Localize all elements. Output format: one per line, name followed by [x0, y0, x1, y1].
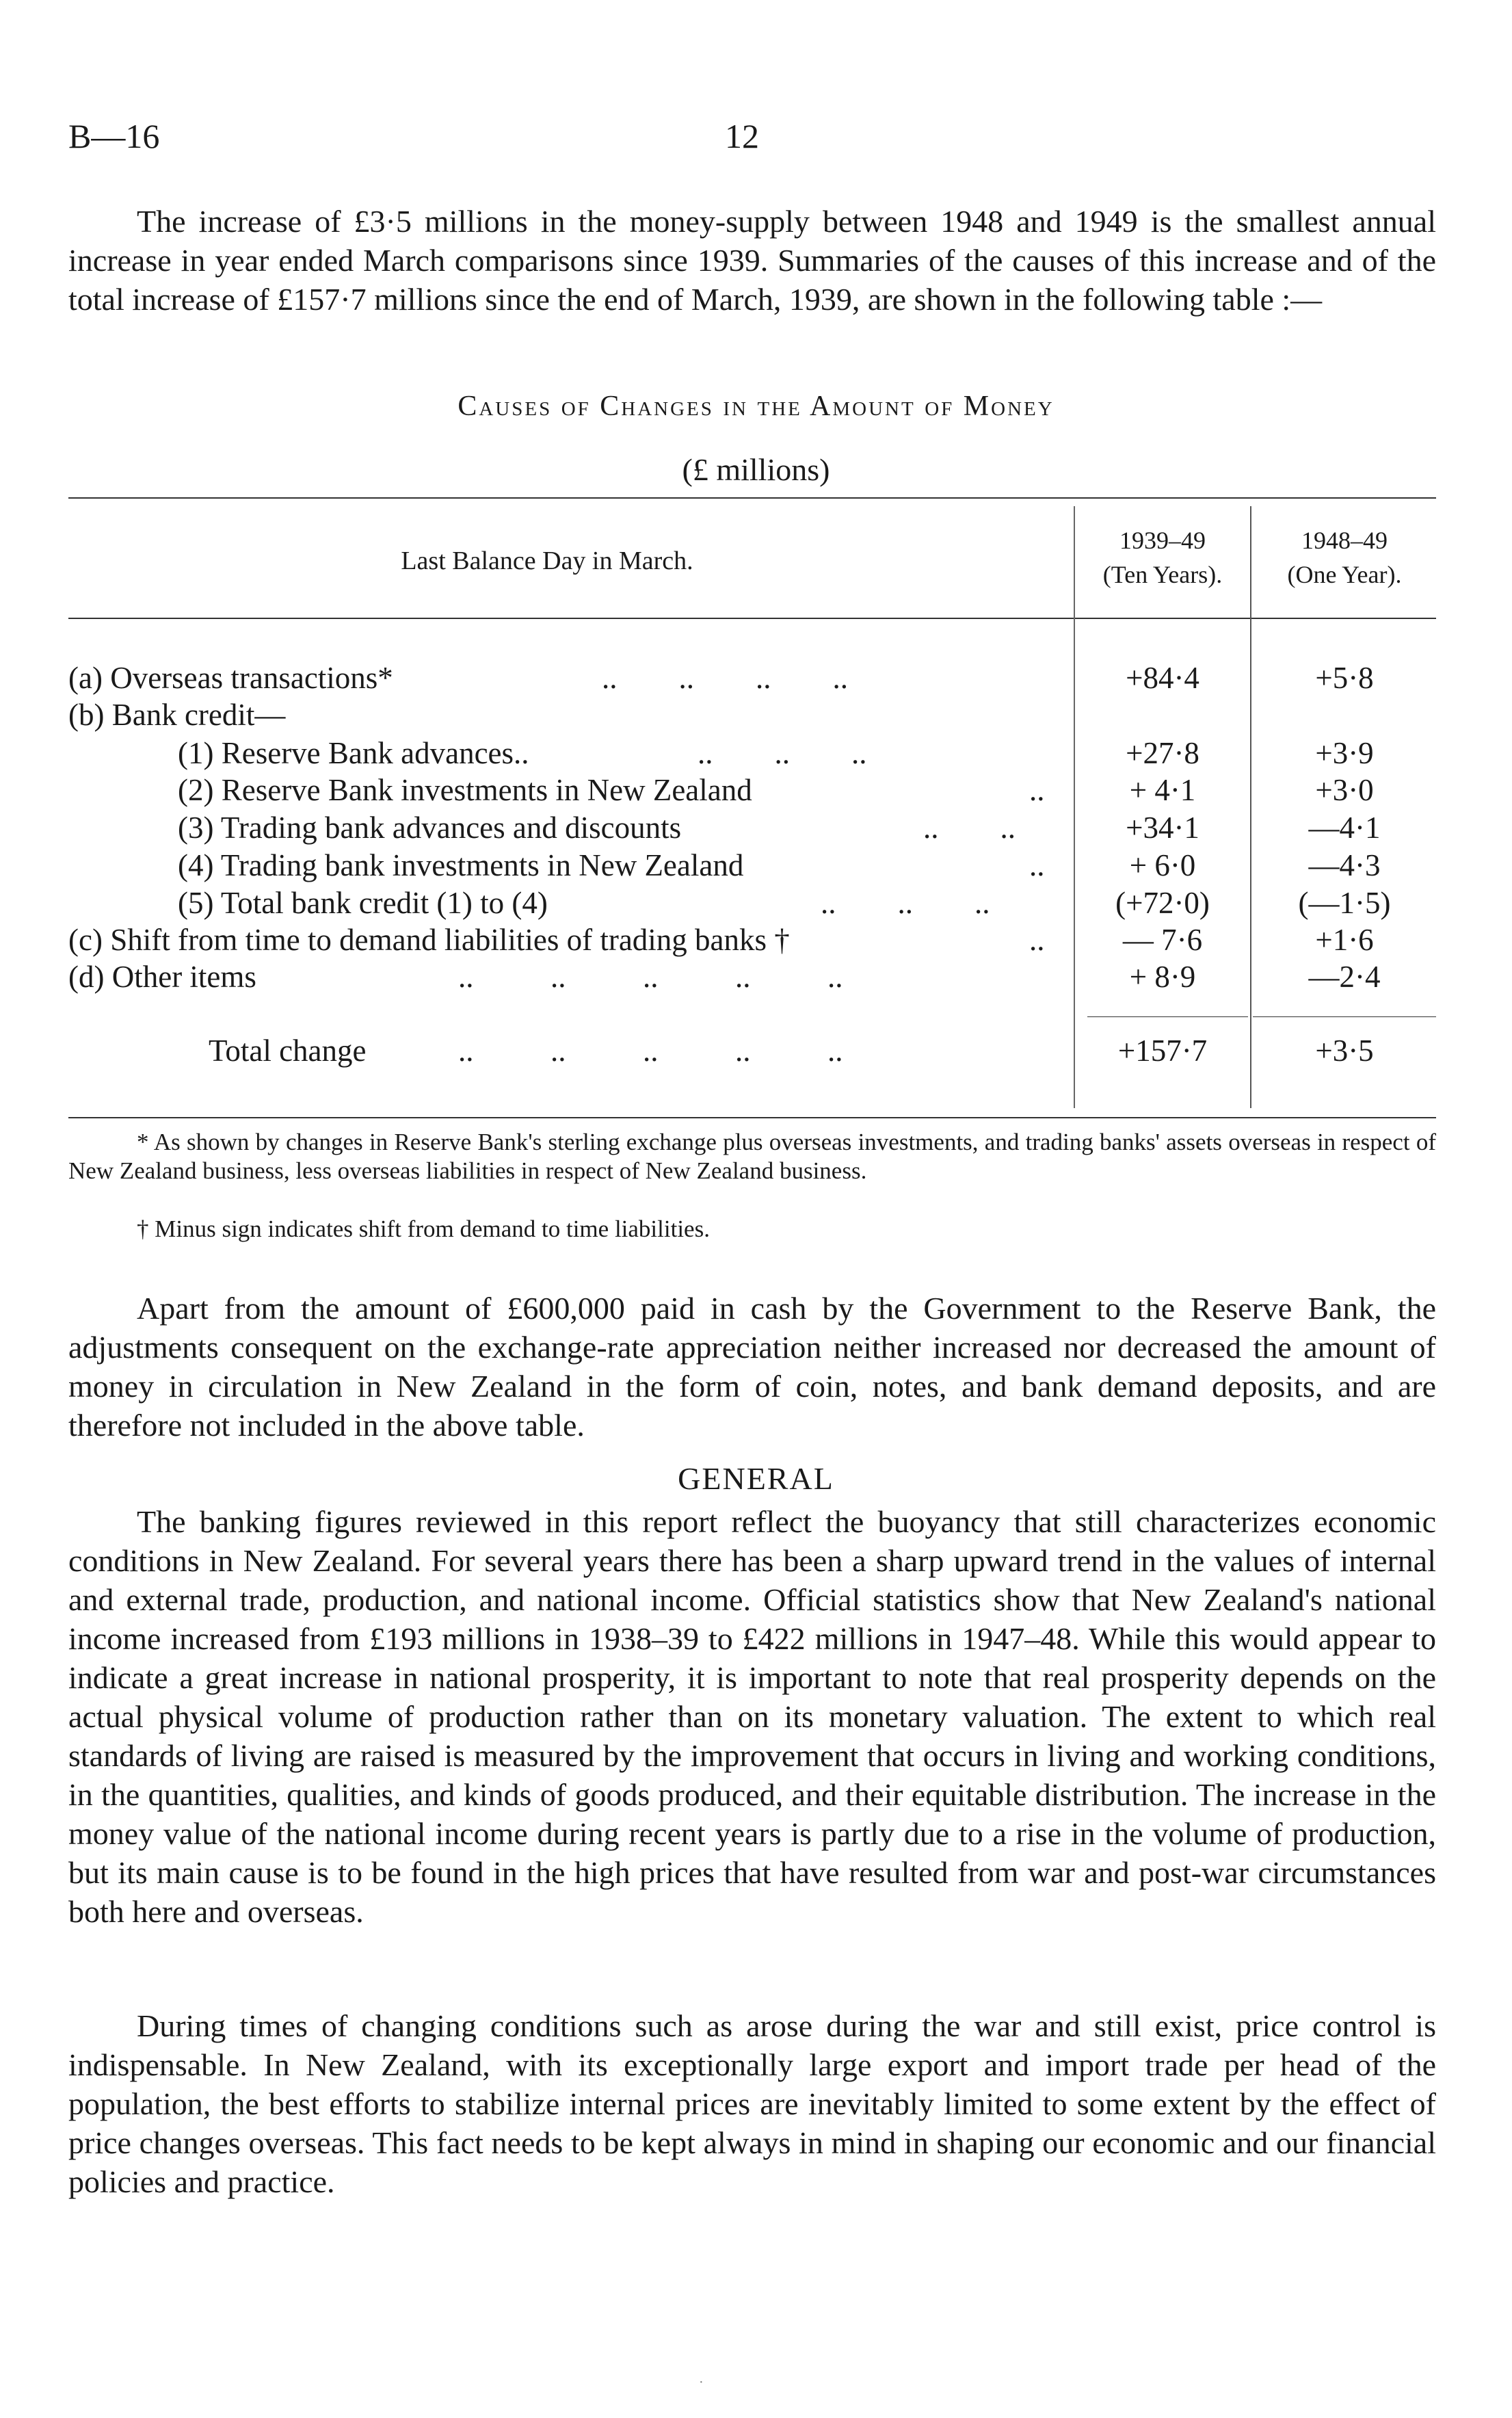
- row-leader-dots: ..: [1029, 773, 1045, 807]
- row-value-one-year: —2·4: [1308, 960, 1381, 994]
- row-label: (3) Trading bank advances and discounts: [178, 811, 682, 845]
- column-header-label-text: Last Balance Day in March.: [401, 547, 693, 575]
- row-label: (4) Trading bank investments in New Zealand: [178, 848, 744, 882]
- row-value-one-year: +5·8: [1315, 661, 1374, 695]
- column-header-label: [205, 544, 889, 578]
- table-total-rule-1: [1087, 1016, 1248, 1017]
- total-label: Total change: [209, 1034, 367, 1068]
- general-paragraph-text: The banking figures reviewed in this report reflect the buoyancy that still characterizes economic conditions in New Zealand. For several years there has been a sharp upward trend in the values of internal and external trade, production, and national income. Official statistics show that New Zealand's national income increased from £193 millions in 1938–39 to £422 millions in 1947–48. While this would appear to indicate a great increase in national prosperity, it is important to note that real prosperity depends on the actual physical volume of production rather than on its monetary valuation. The extent to which real standards of living are raised is measured by the improvement that occurs in living and working conditions, in the quantities, qualities, and kinds of goods produced, and their equitable distribution. The increase in the money value of the national income during recent years is partly due to a rise in the volume of production, but its main cause is to be found in the high prices that have resulted from war and post-war circumstances both here and overseas.: [68, 1504, 1436, 1929]
- table-row: [68, 958, 1074, 995]
- table-row: [68, 772, 1074, 809]
- row-value-ten-years: (+72·0): [1115, 886, 1210, 920]
- column-header-one-year-line2: (One Year).: [1287, 561, 1402, 588]
- page-speck: ·: [699, 2375, 704, 2390]
- price-control-paragraph: [68, 2006, 1436, 2201]
- row-leader-dots: .. .. .. .. ..: [458, 1034, 843, 1068]
- row-value-ten-years: +27·8: [1126, 736, 1199, 770]
- row-label: (d) Other items: [68, 960, 256, 994]
- row-value-one-year: +3·0: [1315, 773, 1374, 807]
- footnote-dagger: [68, 1215, 1436, 1244]
- row-value-one-year: +1·6: [1315, 923, 1374, 957]
- row-leader-dots: .. .. .. .. ..: [458, 960, 843, 994]
- table-total-row: [68, 1032, 1074, 1069]
- intro-paragraph-text: The increase of £3·5 millions in the money-supply between 1948 and 1949 is the smallest annual increase in year ended March comparisons since 1939. Summaries of the causes of this increase and of the total increase of £157·7 millions since the end of March, 1939, are shown in the following table :—: [68, 204, 1436, 317]
- row-value-one-year: —4·1: [1308, 811, 1381, 845]
- table-title: Causes of Changes in the Amount of Money: [457, 391, 1055, 422]
- table-bottom-rule: [68, 1117, 1436, 1118]
- table-row: [68, 696, 1074, 733]
- table-total-rule-2: [1253, 1016, 1436, 1017]
- section-code: B—16: [68, 117, 160, 155]
- row-value-ten-years: +84·4: [1126, 661, 1199, 695]
- row-value-ten-years: — 7·6: [1122, 923, 1203, 957]
- row-leader-dots: .. .. .. ..: [602, 661, 848, 695]
- exchange-rate-paragraph-text: Apart from the amount of £600,000 paid in cash by the Government to the Reserve Bank, the adjustments consequent on the exchange-rate appreciation neither increased nor decreased the amount of money in circulation in New Zealand in the form of coin, notes, and bank demand deposits, and are therefore not included in the above table.: [68, 1291, 1436, 1443]
- row-value-ten-years: +34·1: [1126, 811, 1199, 845]
- row-value-one-year: +3·9: [1315, 736, 1374, 770]
- footnote-star-text: * As shown by changes in Reserve Bank's sterling exchange plus overseas investments, and trading banks' assets overseas in respect of New Zealand business, less overseas liabilities in respect of New Zealand business.: [68, 1129, 1436, 1184]
- column-header-ten-years-line1: 1939–49: [1119, 527, 1206, 554]
- row-label: (b) Bank credit—: [68, 698, 286, 732]
- row-leader-dots: ..: [1029, 848, 1045, 882]
- row-label: (1) Reserve Bank advances..: [178, 736, 529, 770]
- table-header-rule: [68, 618, 1436, 619]
- table-units: (£ millions): [682, 452, 830, 487]
- table-row: [68, 921, 1074, 958]
- row-leader-dots: .. ..: [923, 811, 1016, 845]
- exchange-rate-paragraph: [68, 1289, 1436, 1445]
- table-row: [68, 809, 1074, 846]
- column-header-one-year-line1: 1948–49: [1301, 527, 1388, 554]
- row-label: (2) Reserve Bank investments in New Zealand: [178, 773, 752, 807]
- column-header-ten-years: [1075, 523, 1250, 592]
- table-top-rule: [68, 497, 1436, 499]
- total-value-ten-years: +157·7: [1117, 1034, 1208, 1068]
- table-row: [68, 659, 1074, 696]
- row-value-ten-years: + 6·0: [1129, 848, 1196, 882]
- table-row: [68, 735, 1074, 772]
- total-value-one-year: +3·5: [1315, 1034, 1374, 1068]
- intro-paragraph: [68, 202, 1436, 319]
- price-control-paragraph-text: During times of changing conditions such as arose during the war and still exist, price control is indispensable. In New Zealand, with its exceptionally large export and import trade per head of the population, the best efforts to stabilize internal prices are inevitably limited to some extent by the effect of price changes overseas. This fact needs to be kept always in mind in shaping our economic and our financial policies and practice.: [68, 2008, 1436, 2199]
- row-leader-dots: .. .. ..: [821, 886, 990, 920]
- row-leader-dots: ..: [1029, 923, 1045, 957]
- column-header-ten-years-line2: (Ten Years).: [1102, 561, 1223, 588]
- footnote-dagger-text: † Minus sign indicates shift from demand to time liabilities.: [137, 1215, 710, 1242]
- row-label: (c) Shift from time to demand liabilities of trading banks †: [68, 923, 790, 957]
- general-heading: GENERAL: [678, 1461, 834, 1496]
- row-label: (a) Overseas transactions*: [68, 661, 393, 695]
- general-paragraph: [68, 1502, 1436, 1931]
- row-leader-dots: .. .. ..: [698, 736, 867, 770]
- row-label: (5) Total bank credit (1) to (4): [178, 886, 548, 920]
- row-value-one-year: —4·3: [1308, 848, 1381, 882]
- row-value-one-year: (—1·5): [1298, 886, 1391, 920]
- row-value-ten-years: + 8·9: [1129, 960, 1196, 994]
- page-number: 12: [725, 117, 759, 155]
- footnote-star: [68, 1128, 1436, 1185]
- column-header-one-year: [1251, 523, 1437, 592]
- table-row: [68, 884, 1074, 921]
- row-value-ten-years: + 4·1: [1129, 773, 1196, 807]
- table-row: [68, 847, 1074, 884]
